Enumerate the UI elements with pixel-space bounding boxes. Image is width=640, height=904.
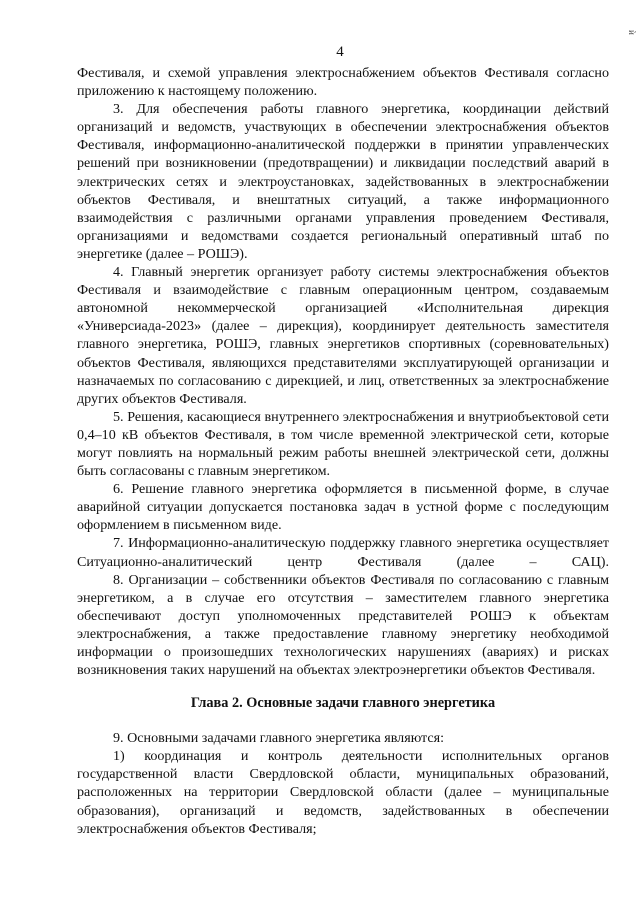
paragraph-8: 8. Организации – собственники объектов Фестиваля по согласованию с главным энергетиком, а в случае его отсутствия – заместителем главного энергетика обеспечивают доступ уполномоченных представителей РОШЭ к объектам электроснабжения, а также предоставление главному энергетику необходимой информации о произошедших технологических нарушениях (авариях) и рисках возникновения таких нарушений на объектах электроэнергетики объектов Фестиваля. — [77, 571, 609, 679]
task-item-1: 1) координация и контроль деятельности исполнительных органов государственной власти Свердловской области, муниципальных образований, расположенных на территории Свердловской области (далее – муниципальные образования), организаций и ведомств, задействованных в обеспечении электроснабжения объектов Фестиваля; — [77, 748, 609, 837]
chapter-heading: Глава 2. Основные задачи главного энергетика — [190, 695, 496, 712]
page-edge-mark: ѝ — [627, 30, 637, 35]
paragraph-5: 5. Решения, касающиеся внутреннего электроснабжения и внутриобъектовой сети 0,4–10 кВ объектов Фестиваля, в том числе временной электрической сети, которые могут повлиять на нормальный режим работы внешней электрической сети, должны быть согласованы с главным энергетиком. — [77, 408, 609, 480]
paragraph-4: 4. Главный энергетик организует работу системы электроснабжения объектов Фестиваля и взаимодействие с главным операционным центром, создаваемым автономной некоммерческой организацией «Исполнительная дирекция «Универсиада-2023» (далее – дирекция), координирует деятельность заместителя главного энергетика, РОШЭ, главных энергетиков спортивных (соревновательных) объектов Фестиваля, являющихся представителями эксплуатирующей организации и назначаемых по согласованию с дирекцией, и лиц, ответственных за электроснабжение других объектов Фестиваля. — [77, 264, 609, 407]
document-body — [77, 64, 609, 838]
paragraph-3: 3. Для обеспечения работы главного энергетика, координации действий организаций и ведомств, участвующих в обеспечении электроснабжения объектов Фестиваля, информационно-аналитической поддержки в принятии управленческих решений при возникновении (предотвращении) и ликвидации последствий аварий в электрических сетях и электроустановках, задействованных в электроснабжении объектов Фестиваля, и внештатных ситуаций, а также информационного взаимодействия с различными органами управления проведением Фестиваля, организациями и ведомствами создается региональный оперативный штаб по энергетике (далее – РОШЭ). — [77, 101, 609, 262]
paragraph-7: 7. Информационно-аналитическую поддержку главного энергетика осуществляет Ситуационно-аналитический центр Фестиваля (далее – САЦ). — [77, 535, 609, 570]
page-number: 4 — [336, 44, 344, 60]
paragraph-6: 6. Решение главного энергетика оформляется в письменной форме, в случае аварийной ситуации допускается постановка задач в устной форме с последующим оформлением в письменном виде. — [77, 481, 609, 534]
paragraph-continuation: Фестиваля, и схемой управления электроснабжением объектов Фестиваля согласно приложению к настоящему положению. — [77, 65, 609, 100]
paragraph-9: 9. Основными задачами главного энергетика являются: — [113, 730, 445, 747]
